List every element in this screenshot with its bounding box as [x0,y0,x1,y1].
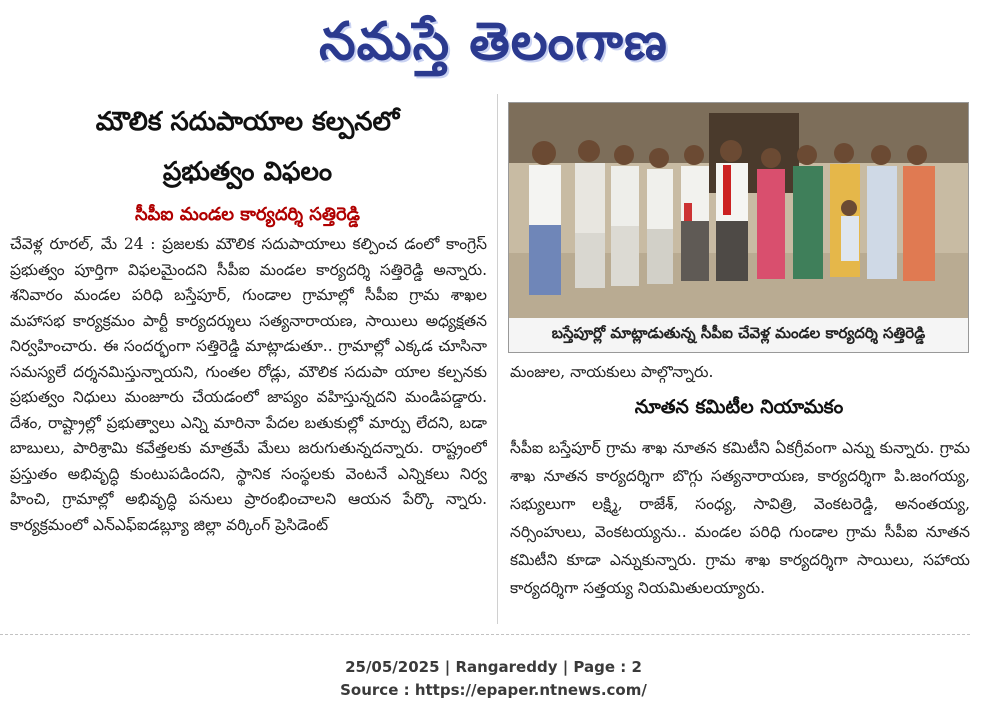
article-body-2 [510,434,970,634]
news-clipping [0,86,987,646]
news-photo [508,102,969,320]
photo-caption: బస్తేపూర్లో మాట్లాడుతున్న సీపీఐ చేవెళ్ల మండల కార్యదర్శి సత్తిరెడ్డి [508,318,969,353]
article-body-2-paragraph: సీపీఐ బస్తేపూర్ గ్రామ శాఖ నూతన కమిటీని ఏకగ్రీవంగా ఎన్ను కున్నారు. గ్రామ శాఖ నూతన కార్యదర్శిగా బొగ్గు సత్యనారాయణ, కార్యదర్శిగా పి.జంగయ్య, సభ్యులుగా లక్ష్మి, రాజేశ్, సంధ్య, సావిత్రి, వెంకటరెడ్డి, అనంతయ్య, నర్సింహులు, వెంకటయ్యను.. మండల పరిధి గుండాల గ్రామ సీపీఐ నూతన కమిటీని కూడా ఎన్నుకున్నారు. గ్రామ శాఖ కార్యదర్శిగా సాయిలు, సహాయ కార్యదర్శిగా సత్తయ్య నియమితులయ్యారు. [510,439,970,597]
article-body-continued: మంజుల, నాయకులు పాల్గొన్నారు. [510,363,714,381]
news-photo-illustration [509,103,968,319]
page-footer [0,656,987,702]
article-right-column [505,86,975,636]
article-body-paragraph: చేవెళ్ల రూరల్, మే 24 : ప్రజలకు మౌలిక సదుపాయాలు కల్పించ డంలో కాంగ్రెస్ ప్రభుత్వం పూర్తిగా విఫలమైందని సీపీఐ మండల కార్యదర్శి సత్తిరెడ్డి అన్నారు. శనివారం మండల పరిధి బస్తేపూర్, గుండాల గ్రామాల్లో సీపీఐ గ్రామ శాఖల మహాసభ కార్యక్రమం పార్టీ కార్యదర్శులు సత్యనారాయణ, సాయిలు అధ్యక్షతన నిర్వహించారు. ఈ సందర్భంగా సత్తిరెడ్డి మాట్లాడుతూ.. గ్రామాల్లో ఎక్కడ చూసినా సమస్యలే దర్శనమిస్తున్నాయని, గుంతల రోడ్లు, మౌలిక సదుపా యాల కల్పనకు ప్రభుత్వం నిధులు మంజూరు చేయడంలో జాప్యం వహిస్తున్నదని మండిపడ్డారు. దేశం, రాష్ట్రాల్లో ప్రభుత్వాలు ఎన్ని మారినా పేదల బతుకుల్లో మార్పు లేదని, బడా బాబులు, పారిశ్రామి కవేత్తలకు మాత్రమే మేలు జరుగుతున్నదన్నారు. రాష్ట్రంలో ప్రస్తుతం అభివృద్ధి కుంటుపడిందని, స్థానిక సంస్థలకు వెంటనే ఎన్నికలు నిర్వ హించి, గ్రామాల్లో అభివృద్ధి పనులు ప్రారంభించాలని ఆయన పేర్కొ న్నారు. కార్యక్రమంలో ఎన్ఎఫ్ఐడబ్ల్యూ జిల్లా వర్కింగ్ ప్రెసిడెంట్ [10,235,487,534]
masthead [0,0,987,84]
column-divider [497,94,498,624]
headline-line-1: మౌలిక సదుపాయాల కల్పనలో [95,107,400,137]
clipping-cut-line [0,634,970,635]
article-subheadline-2: నూతన కమిటీల నియామకం [634,396,844,418]
article-body [10,232,487,632]
footer-date-edition: 25/05/2025 | Rangareddy | Page : 2 [345,658,642,676]
footer-source: Source : https://epaper.ntnews.com/ [340,681,647,699]
headline-line-2: ప్రభుత్వం విఫలం [162,157,333,187]
newspaper-logo-title: నమస్తే తెలంగాణ [319,12,668,72]
article-left-column [0,86,492,636]
article-subheadline: సీపీఐ మండల కార్యదర్శి సత్తిరెడ్డి [135,204,360,225]
